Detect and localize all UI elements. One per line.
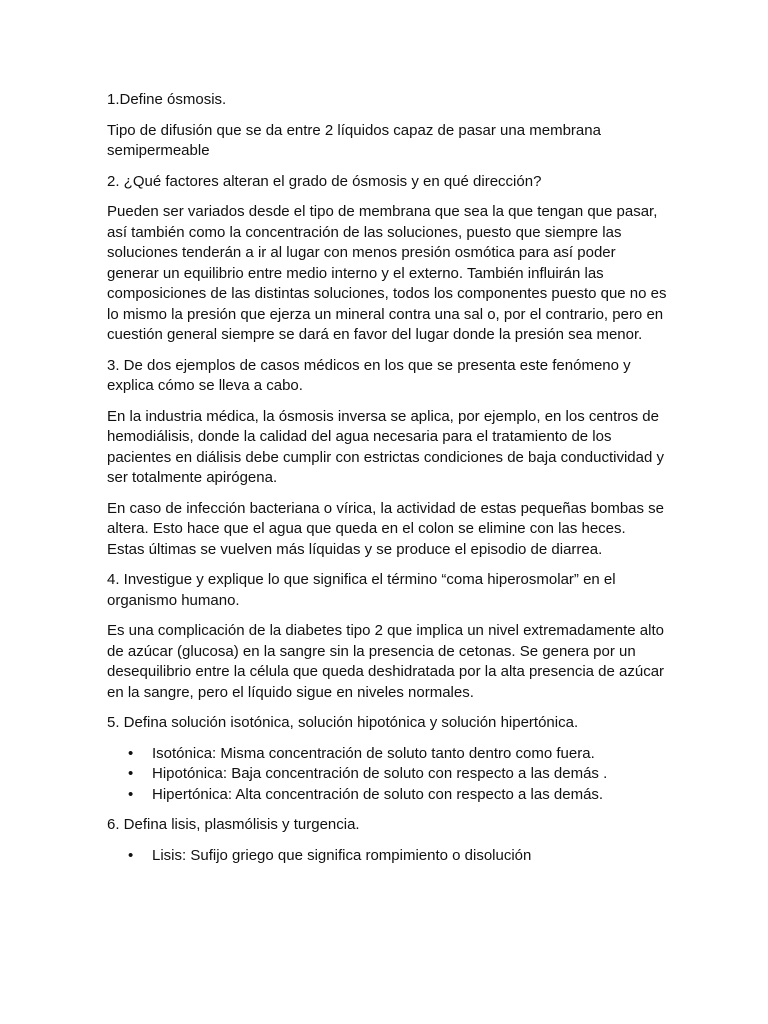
question-2: 2. ¿Qué factores alteran el grado de ósmosis y en qué dirección? — [107, 172, 542, 190]
solution-types-list — [107, 744, 667, 806]
answer-2: Pueden ser variados desde el tipo de membrana que sea la que tengan que pasar, así también como la concentración de las soluciones, puesto que siempre las soluciones tenderán a ir al lugar con menos presión osmótica para así poder generar un equilibrio entre medio interno y el externo. También influirán las composiciones de las distintas soluciones, todos los componentes puesto que no es lo mismo la presión que ejerza un mineral contra una sal o, por el contrario, pero en cuestión general siempre se dará en favor del lugar donde la presión sea menor. — [107, 203, 667, 343]
list-item-hipertonica: • Hipertónica: Alta concentración de soluto con respecto a las demás. — [107, 785, 667, 806]
question-6: 6. Defina lisis, plasmólisis y turgencia. — [107, 816, 360, 833]
question-4: 4. Investigue y explique lo que significa el término “coma hiperosmolar” en el organismo humano. — [107, 571, 616, 609]
document-page — [107, 90, 667, 876]
definitions-list — [107, 846, 667, 867]
question-1: 1.Define ósmosis. — [107, 91, 227, 108]
answer-4: Es una complicación de la diabetes tipo 2 que implica un nivel extremadamente alto de azúcar (glucosa) en la sangre sin la presencia de cetonas. Se genera por un desequilibrio entre la célula que queda deshidratada por la alta presencia de azúcar en la sangre, pero el líquido sigue en niveles normales. — [107, 622, 665, 701]
list-item-lisis: • Lisis: Sufijo griego que significa rompimiento o disolución — [107, 846, 667, 867]
answer-1: Tipo de difusión que se da entre 2 líquidos capaz de pasar una membrana semipermeable — [107, 121, 601, 159]
question-3: 3. De dos ejemplos de casos médicos en los que se presenta este fenómeno y explica cómo se lleva a cabo. — [107, 356, 631, 394]
answer-3-paragraph-2: En caso de infección bacteriana o vírica, la actividad de estas pequeñas bombas se altera. Esto hace que el agua que queda en el colon se elimine con las heces. Estas últimas se vuelven más líquidas y se produce el episodio de diarrea. — [107, 499, 665, 558]
answer-3-paragraph-1: En la industria médica, la ósmosis inversa se aplica, por ejemplo, en los centros de hemodiálisis, donde la calidad del agua necesaria para el tratamiento de los pacientes en diálisis debe cumplir con estrictas condiciones de baja conductividad y ser totalmente apirógena. — [107, 407, 664, 486]
list-item-isotonica: • Isotónica: Misma concentración de soluto tanto dentro como fuera. — [107, 744, 667, 765]
list-item-hipotonica: • Hipotónica: Baja concentración de soluto con respecto a las demás . — [107, 764, 667, 785]
question-5: 5. Defina solución isotónica, solución hipotónica y solución hipertónica. — [107, 714, 579, 731]
